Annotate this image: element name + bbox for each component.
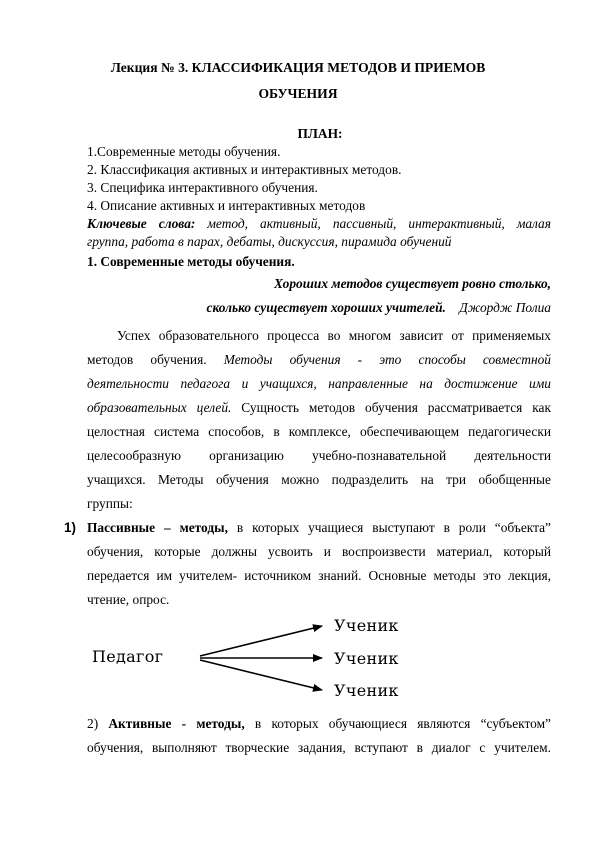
paragraph-line4-italic: образовательных целей. xyxy=(87,400,232,415)
plan-item-4: 4. Описание активных и интерактивных методов xyxy=(87,198,366,213)
diagram-teacher-label: Педагог xyxy=(92,647,164,666)
keywords-label: Ключевые слова: xyxy=(87,216,196,231)
section1-heading: 1. Современные методы обучения. xyxy=(87,254,295,269)
lecture-title-line2: ОБУЧЕНИЯ xyxy=(258,86,338,101)
paragraph-line4-normal: Сущность методов обучения рассматривается как xyxy=(241,400,551,415)
paragraph-line7: учащихся. Методы обучения можно подразделить на три обобщенные xyxy=(87,472,551,487)
diagram-student-1: Ученик xyxy=(334,616,399,635)
keywords-line2: группа, работа в парах, дебаты, дискуссия, пирамида обучений xyxy=(87,234,452,249)
active-line2: обучения, выполняют творческие задания, вступают в диалог с учителем. xyxy=(87,740,551,755)
paragraph-line6: целесообразную организацию учебно-познавательной деятельности xyxy=(87,448,551,463)
active-line1-rest: в которых обучающиеся являются “субъектом” xyxy=(254,716,552,731)
paragraph-line8: группы: xyxy=(87,496,133,511)
epigraph-line1: Хороших методов существует ровно столько, xyxy=(274,276,551,291)
arrow-to-student-1 xyxy=(200,626,322,656)
lecture-title-line1: Лекция № 3. КЛАССИФИКАЦИЯ МЕТОДОВ И ПРИЕМОВ xyxy=(110,60,486,75)
passive-marker: 1) xyxy=(64,520,76,535)
plan-heading: ПЛАН: xyxy=(297,126,343,141)
epigraph-author: Джордж Полиа xyxy=(459,300,551,315)
passive-line3: передается им учителем- источником знаний. Основные методы это лекция, xyxy=(87,568,551,583)
keywords-text: метод, активный, пассивный, интерактивный, малая xyxy=(207,216,551,231)
paragraph-line3: деятельности педагога и учащихся, направленные на достижение ими xyxy=(87,376,551,391)
active-marker: 2) xyxy=(87,716,99,731)
epigraph-quote: сколько существует хороших учителей. xyxy=(206,300,446,315)
plan-item-3: 3. Специфика интерактивного обучения. xyxy=(87,180,318,195)
passive-term: Пассивные – методы, xyxy=(87,520,228,535)
plan-item-1: 1.Современные методы обучения. xyxy=(87,144,281,159)
diagram-student-3: Ученик xyxy=(334,681,399,700)
paragraph-line2-italic: Методы обучения - это способы совместной xyxy=(223,352,551,367)
paragraph-line2-normal: методов обучения. xyxy=(87,352,207,367)
arrow-to-student-3 xyxy=(200,660,322,690)
passive-line4: чтение, опрос. xyxy=(87,592,170,607)
active-line1 xyxy=(87,716,551,732)
passive-line1-rest: в которых учащиеся выступают в роли “объекта” xyxy=(236,520,551,535)
paragraph-line1: Успех образовательного процесса во многом зависит от применяемых xyxy=(117,328,551,343)
diagram-student-2: Ученик xyxy=(334,649,399,668)
paragraph-line5: целостная система способов, в комплексе, обеспечивающем педагогически xyxy=(87,424,551,439)
active-term: Активные - методы, xyxy=(108,716,245,731)
passive-line2: обучения, которые должны усвоить и воспроизвести материал, который xyxy=(87,544,551,559)
plan-item-2: 2. Классификация активных и интерактивных методов. xyxy=(87,162,402,177)
